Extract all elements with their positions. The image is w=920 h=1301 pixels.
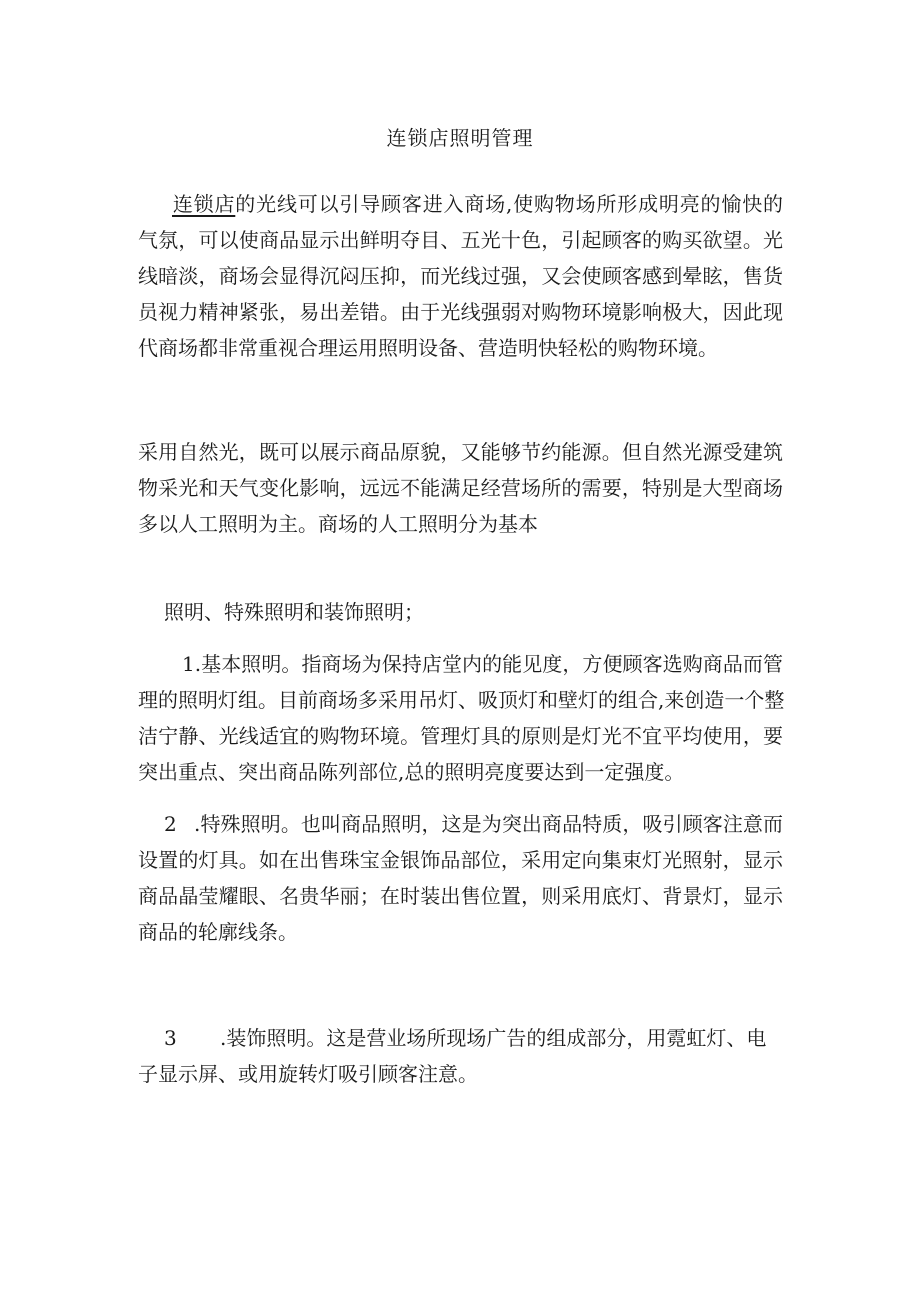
item-number: 2 — [164, 812, 177, 836]
paragraph-line: 代商场都非常重视合理运用照明设备、营造明快轻松的购物环境。 — [138, 336, 718, 360]
paragraph-intro — [138, 186, 783, 366]
paragraph-text: .特殊照明。也叫商品照明，这是为突出商品特质，吸引顾客注意而 — [194, 812, 783, 836]
item-number: 3 — [164, 1026, 177, 1050]
paragraph-line: 物采光和天气变化影响，远远不能满足经营场所的需要，特别是大型商场 — [138, 476, 783, 500]
paragraph-line: 商品晶莹耀眼、名贵华丽；在时装出售位置，则采用底灯、背景灯，显示 — [138, 884, 783, 908]
paragraph-line: 设置的灯具。如在出售珠宝金银饰品部位，采用定向集束灯光照射，显示 — [138, 848, 783, 872]
paragraph-line — [138, 646, 783, 682]
document-title: 连锁店照明管理 — [386, 126, 534, 150]
paragraph-text: .装饰照明。这是营业场所现场广告的组成部分，用霓虹灯、电 — [220, 1026, 767, 1050]
paragraph-line — [138, 806, 783, 842]
paragraph-line: 员视力精神紧张，易出差错。由于光线强弱对购物环境影响极大，因此现 — [138, 300, 783, 324]
paragraph-line — [138, 1020, 783, 1056]
list-item-decorative-lighting — [138, 1020, 783, 1092]
item-number: 1 — [182, 652, 195, 676]
paragraph-line: 线暗淡，商场会显得沉闷压抑，而光线过强，又会使顾客感到晕眩，售货 — [138, 264, 783, 288]
paragraph-line: 照明、特殊照明和装饰照明； — [164, 600, 424, 624]
paragraph-line: 子显示屏、或用旋转灯吸引顾客注意。 — [138, 1062, 478, 1086]
paragraph-line — [138, 186, 783, 222]
list-item-basic-lighting — [138, 646, 783, 790]
paragraph-line: 理的照明灯组。目前商场多采用吊灯、吸顶灯和壁灯的组合,来创造一个整 — [138, 688, 785, 712]
paragraph-text: .基本照明。指商场为保持店堂内的能见度，方便顾客选购商品而管 — [194, 652, 783, 676]
paragraph-line: 突出重点、突出商品陈列部位,总的照明亮度要达到一定强度。 — [138, 760, 685, 784]
chain-store-link[interactable]: 连锁店 — [172, 192, 236, 216]
paragraph-line: 洁宁静、光线适宜的购物环境。管理灯具的原则是灯光不宜平均使用，要 — [138, 724, 783, 748]
paragraph-line: 气氛，可以使商品显示出鲜明夺目、五光十色，引起顾客的购买欲望。光 — [138, 228, 783, 252]
paragraph-lighting-types — [164, 594, 764, 630]
list-item-special-lighting — [138, 806, 783, 950]
paragraph-natural-light — [138, 434, 783, 542]
paragraph-text: 的光线可以引导顾客进入商场,使购物场所形成明亮的愉快的 — [235, 192, 784, 216]
paragraph-line: 多以人工照明为主。商场的人工照明分为基本 — [138, 512, 538, 536]
paragraph-line: 商品的轮廓线条。 — [138, 920, 298, 944]
paragraph-line: 采用自然光，既可以展示商品原貌，又能够节约能源。但自然光源受建筑 — [138, 440, 783, 464]
